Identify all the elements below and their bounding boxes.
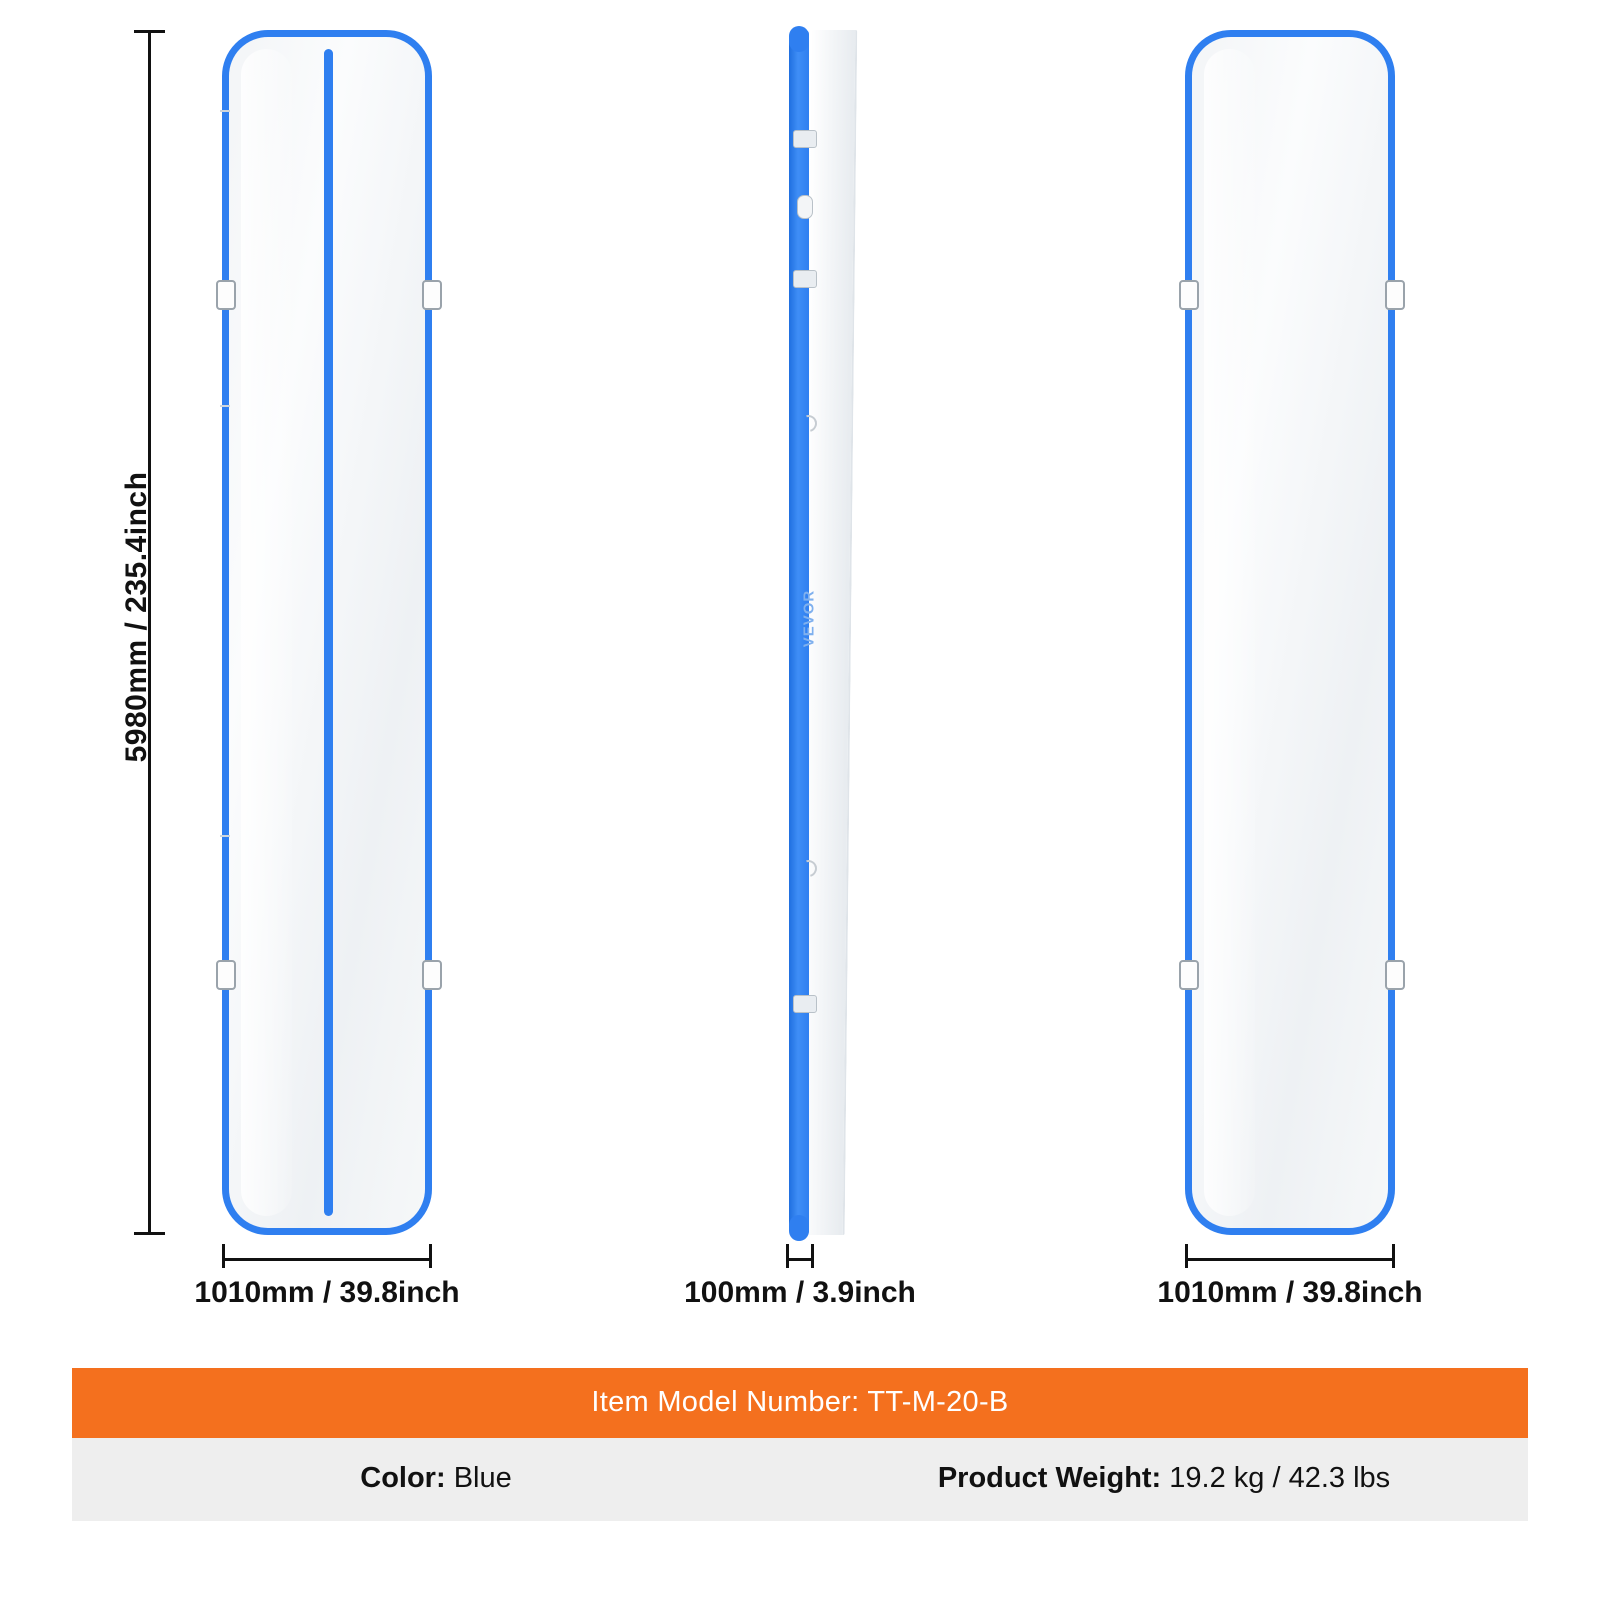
back-view-d-ring-bottom-left (1179, 960, 1199, 990)
front-view-seam-c (220, 835, 230, 837)
back-view-mat (1185, 30, 1395, 1235)
back-view-width-label: 1010mm / 39.8inch (1157, 1276, 1423, 1309)
front-view-mat (222, 30, 432, 1235)
side-view-valve-lower (793, 995, 817, 1013)
back-view-d-ring-top-left (1179, 280, 1199, 310)
model-number-bar: Item Model Number: TT-M-20-B (72, 1368, 1528, 1438)
front-width-cap-right (429, 1244, 432, 1268)
side-view-bottom-cap (789, 1215, 809, 1241)
front-view-d-ring-bottom-left (216, 960, 236, 990)
color-spec-value: Blue (453, 1462, 512, 1494)
side-view-nozzle (797, 195, 813, 219)
spec-bar (72, 1438, 1528, 1521)
side-width-line (786, 1258, 814, 1261)
front-view-d-ring-top-left (216, 280, 236, 310)
side-view (783, 30, 853, 1235)
side-view-valve-upper (793, 270, 817, 288)
brand-logo: VEVOR (800, 589, 818, 648)
side-view-width-dimension (684, 1248, 916, 1309)
height-dimension-label: 5980mm / 235.4inch (120, 471, 153, 763)
side-view-width-label: 100mm / 3.9inch (684, 1276, 916, 1309)
side-width-cap-right (811, 1244, 814, 1268)
back-view-d-ring-bottom-right (1385, 960, 1405, 990)
info-panel (72, 1368, 1528, 1521)
side-width-cap-left (786, 1244, 789, 1268)
front-view (222, 30, 432, 1235)
front-view-highlight (241, 49, 292, 1216)
front-view-width-label: 1010mm / 39.8inch (194, 1276, 460, 1309)
weight-spec-value: 19.2 kg / 42.3 lbs (1169, 1462, 1391, 1494)
front-view-width-dimension (194, 1248, 460, 1309)
side-view-top-cap (789, 26, 809, 52)
front-width-line (222, 1258, 432, 1261)
front-width-cap-left (222, 1244, 225, 1268)
height-dimension-cap-bottom (134, 1232, 165, 1235)
color-spec-key: Color: (360, 1462, 454, 1494)
front-view-center-stripe (324, 49, 333, 1216)
height-dimension (92, 30, 162, 1235)
weight-spec (800, 1462, 1528, 1495)
front-view-d-ring-bottom-right (422, 960, 442, 990)
back-view-width-dimension (1157, 1248, 1423, 1309)
front-view-d-ring-top-right (422, 280, 442, 310)
front-view-seam-a (220, 110, 230, 112)
back-view-highlight (1204, 49, 1255, 1216)
color-spec (72, 1462, 800, 1495)
back-width-cap-left (1185, 1244, 1188, 1268)
side-view-valve-top (793, 130, 817, 148)
back-width-cap-right (1392, 1244, 1395, 1268)
back-width-line (1185, 1258, 1395, 1261)
back-view (1185, 30, 1395, 1235)
weight-spec-key: Product Weight: (937, 1462, 1170, 1494)
front-view-seam-b (220, 405, 230, 407)
back-view-d-ring-top-right (1385, 280, 1405, 310)
